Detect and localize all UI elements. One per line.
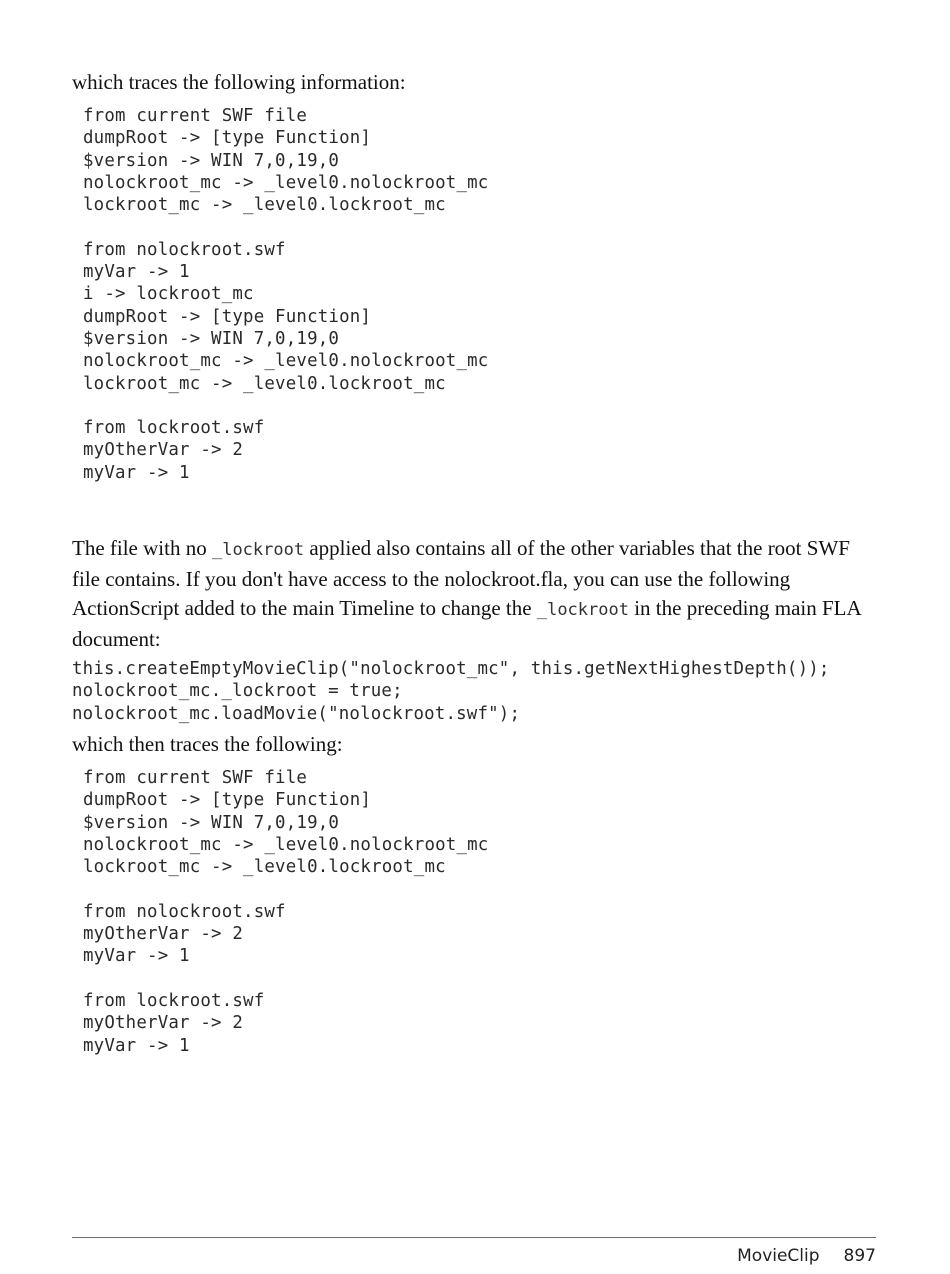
code-line <box>83 878 488 900</box>
code-line <box>83 395 488 417</box>
footer-divider <box>72 1237 876 1238</box>
code-block-actionscript <box>72 658 830 725</box>
body-paragraph <box>72 534 876 654</box>
code-line: nolockroot_mc -> _level0.nolockroot_mc <box>83 351 489 372</box>
footer-section-title: MovieClip <box>737 1246 820 1266</box>
code-line: lockroot_mc -> _level0.lockroot_mc <box>83 857 446 878</box>
code-line: dumpRoot -> [type Function] <box>83 306 372 327</box>
intro-text-1: which traces the following information: <box>72 70 406 94</box>
paragraph-text-3: in the preceding main FLA document: <box>72 596 861 651</box>
paragraph-text-1: The file with no <box>72 536 212 560</box>
code-block-trace-1 <box>83 105 488 484</box>
code-line: lockroot_mc -> _level0.lockroot_mc <box>83 195 446 216</box>
code-line: i -> lockroot_mc <box>83 284 254 305</box>
code-line: dumpRoot -> [type Function] <box>83 790 372 811</box>
code-line: this.createEmptyMovieClip("nolockroot_mc", this.getNextHighestDepth()); <box>72 659 830 679</box>
code-line: from nolockroot.swf <box>83 239 286 260</box>
code-line: $version -> WIN 7,0,19,0 <box>83 150 340 171</box>
code-line: from lockroot.swf <box>83 418 265 439</box>
code-line: lockroot_mc -> _level0.lockroot_mc <box>83 373 446 394</box>
code-line: myOtherVar -> 2 <box>83 1013 244 1034</box>
intro-text-2: which then traces the following: <box>72 732 343 756</box>
code-line: myVar -> 1 <box>83 262 190 283</box>
code-line: from current SWF file <box>83 768 308 788</box>
code-line: nolockroot_mc -> _level0.nolockroot_mc <box>83 172 489 193</box>
code-line: nolockroot_mc._lockroot = true; <box>72 681 403 702</box>
code-line: $version -> WIN 7,0,19,0 <box>83 812 340 833</box>
document-page <box>72 0 876 1274</box>
code-line: nolockroot_mc -> _level0.nolockroot_mc <box>83 834 489 855</box>
code-line: $version -> WIN 7,0,19,0 <box>83 328 340 349</box>
inline-code-lockroot-1: _lockroot <box>211 540 305 560</box>
page-number: 897 <box>843 1246 876 1266</box>
code-line <box>83 968 488 990</box>
code-line <box>83 216 488 238</box>
code-line: myOtherVar -> 2 <box>83 440 244 461</box>
inline-code-lockroot-2: _lockroot <box>536 600 629 620</box>
page-footer <box>737 1246 876 1266</box>
code-line: from nolockroot.swf <box>83 901 286 922</box>
code-line: myVar -> 1 <box>83 462 190 483</box>
code-block-trace-2 <box>83 767 488 1057</box>
code-line: myOtherVar -> 2 <box>83 924 244 945</box>
code-line: nolockroot_mc.loadMovie("nolockroot.swf"); <box>72 703 521 724</box>
code-line: from lockroot.swf <box>83 990 265 1011</box>
code-line: dumpRoot -> [type Function] <box>83 128 372 149</box>
paragraph-text-2: applied also contains all of the other variables that the root SWF file contains. If you don't have access to the nolockroot.fla, you can use the following ActionScript added to the main Timeline to change the <box>72 536 850 620</box>
code-line: myVar -> 1 <box>83 1035 190 1056</box>
code-line: from current SWF file <box>83 106 308 126</box>
code-line: myVar -> 1 <box>83 946 190 967</box>
